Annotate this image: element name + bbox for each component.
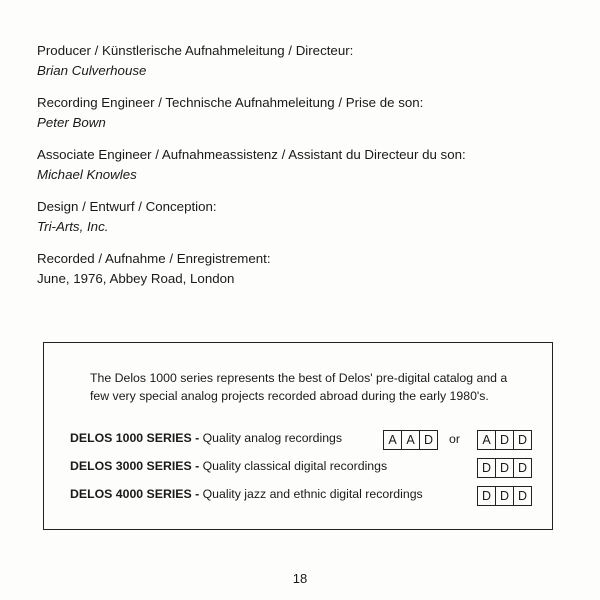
code-letter: D [419, 431, 437, 449]
series-row-4000 [70, 487, 423, 501]
sparscode-ddd [477, 458, 532, 478]
credit-role: Recorded / Aufnahme / Enregistrement: [37, 251, 271, 266]
credit-name: Brian Culverhouse [37, 63, 147, 78]
sparscode-ddd [477, 486, 532, 506]
code-letter: A [401, 431, 419, 449]
credit-recording-engineer [37, 93, 423, 133]
code-letter: D [513, 459, 531, 477]
page-number: 18 [292, 571, 308, 586]
sparscode-aad [383, 430, 438, 450]
series-row-1000 [70, 431, 342, 445]
series-info-box [43, 342, 553, 530]
credit-name: Tri-Arts, Inc. [37, 219, 109, 234]
series-desc: Quality analog recordings [202, 431, 343, 445]
credit-role: Producer / Künstlerische Aufnahmeleitung / Directeur: [37, 43, 354, 58]
series-intro: The Delos 1000 series represents the best of Delos' pre-digital catalog and a few very special analog projects recorded abroad during the early 1980's. [90, 371, 508, 403]
code-letter: D [481, 461, 492, 475]
credit-name: Peter Bown [37, 115, 106, 130]
sparscode-add [477, 430, 532, 450]
credit-role: Recording Engineer / Technische Aufnahmeleitung / Prise de son: [37, 95, 424, 110]
code-letter: D [495, 459, 513, 477]
series-desc: Quality jazz and ethnic digital recordings [202, 487, 423, 501]
code-letter: D [495, 487, 513, 505]
credit-design [37, 197, 217, 237]
credit-value: June, 1976, Abbey Road, London [37, 271, 235, 286]
credit-associate-engineer [37, 145, 466, 185]
series-name: DELOS 3000 SERIES - [70, 459, 200, 473]
credit-role: Associate Engineer / Aufnahmeassistenz / Assistant du Directeur du son: [37, 147, 466, 162]
credit-producer [37, 41, 353, 81]
credit-name: Michael Knowles [37, 167, 137, 182]
series-row-3000 [70, 459, 387, 473]
code-letter: A [388, 433, 397, 447]
code-letter: D [481, 489, 492, 503]
code-letter: D [513, 487, 531, 505]
code-letter: D [513, 431, 531, 449]
series-desc: Quality classical digital recordings [202, 459, 388, 473]
series-name: DELOS 1000 SERIES - [70, 431, 200, 445]
credit-role: Design / Entwurf / Conception: [37, 199, 217, 214]
code-letter: D [495, 431, 513, 449]
credit-recorded [37, 249, 271, 289]
or-label: or [449, 432, 460, 446]
series-name: DELOS 4000 SERIES - [70, 487, 200, 501]
code-letter: A [482, 433, 491, 447]
